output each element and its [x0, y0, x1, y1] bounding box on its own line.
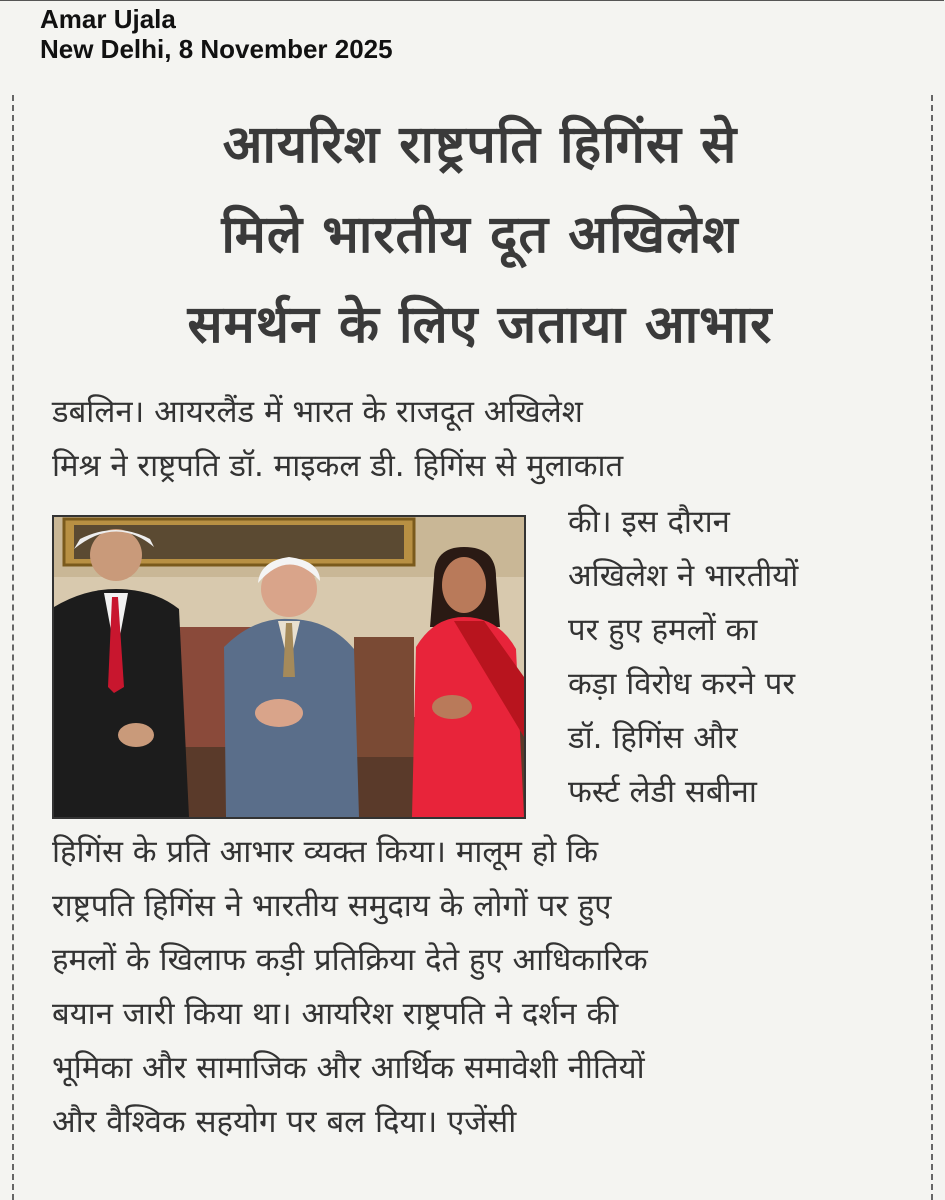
body-line: डबलिन। आयरलैंड में भारत के राजदूत अखिलेश [52, 394, 583, 430]
source-credit [40, 4, 393, 64]
body-line: राष्ट्रपति हिगिंस ने भारतीय समुदाय के लोगों पर हुए [52, 888, 612, 924]
body-line: डॉ. हिगिंस और [568, 720, 738, 756]
body-line: मिश्र ने राष्ट्रपति डॉ. माइकल डी. हिगिंस से मुलाकात [52, 448, 624, 484]
body-line: अखिलेश ने भारतीयों [568, 558, 799, 594]
photo-illustration [54, 517, 524, 817]
body-line: और वैश्विक सहयोग पर बल दिया। एजेंसी [52, 1104, 517, 1140]
body-line: हिगिंस के प्रति आभार व्यक्त किया। मालूम हो कि [52, 834, 599, 870]
side-column-text [568, 495, 798, 819]
body-line: बयान जारी किया था। आयरिश राष्ट्रपति ने दर्शन की [52, 996, 619, 1032]
body-line: की। इस दौरान [568, 504, 730, 540]
headline [40, 100, 920, 370]
headline-line: समर्थन के लिए जताया आभार [187, 295, 773, 355]
news-photo [52, 515, 526, 819]
publication-name: Amar Ujala [40, 4, 176, 34]
body-line: पर हुए हमलों का [568, 612, 758, 648]
dateline: New Delhi, 8 November 2025 [40, 34, 393, 64]
clipping-cut-line-right [931, 95, 933, 1200]
body-line: फर्स्ट लेडी सबीना [568, 774, 757, 810]
headline-line: आयरिश राष्ट्रपति हिगिंस से [222, 115, 738, 175]
body-line: हमलों के खिलाफ कड़ी प्रतिक्रिया देते हुए आधिकारिक [52, 942, 648, 978]
clipping-border-top [0, 0, 944, 1]
clipping-cut-line-left [12, 95, 14, 1200]
body-line: भूमिका और सामाजिक और आर्थिक समावेशी नीतियों [52, 1050, 645, 1086]
headline-line: मिले भारतीय दूत अखिलेश [221, 205, 739, 265]
body-line: कड़ा विरोध करने पर [568, 666, 796, 702]
